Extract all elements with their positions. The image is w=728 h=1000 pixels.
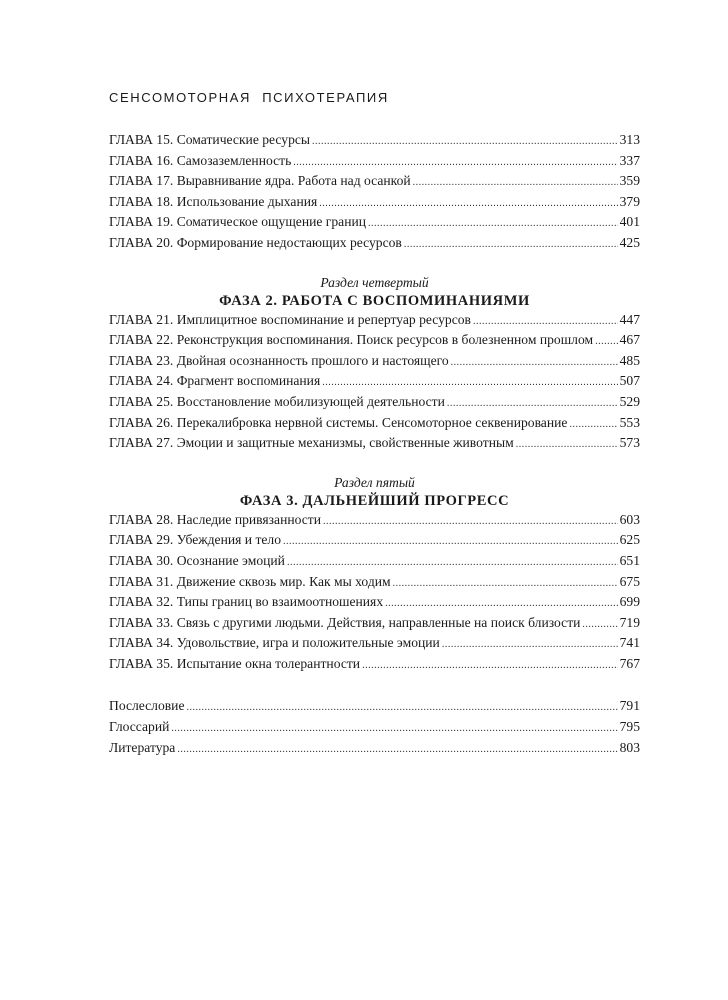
toc-entry[interactable] (109, 573, 640, 594)
toc-entry[interactable] (109, 311, 640, 332)
entry-title: ГЛАВА 22. Реконструкция воспоминания. Поиск ресурсов в болезненном прошлом (109, 332, 594, 348)
page-number: 741 (619, 635, 640, 651)
toc-entry[interactable] (109, 718, 640, 739)
entry-title: Литература (109, 739, 176, 755)
dot-leader (442, 636, 618, 655)
entry-title: ГЛАВА 26. Перекалибровка нервной системы. Сенсомоторное секвенирование (109, 414, 568, 430)
toc-entry[interactable] (109, 152, 640, 173)
page-number: 573 (619, 435, 640, 451)
page-number: 447 (619, 311, 640, 327)
dot-leader (362, 657, 618, 676)
dot-leader (368, 215, 618, 234)
dot-leader (569, 416, 617, 435)
toc-entry[interactable] (109, 739, 640, 760)
entry-title: ГЛАВА 15. Соматические ресурсы (109, 132, 311, 147)
page-number: 379 (619, 193, 640, 209)
entry-title: Глоссарий (109, 719, 170, 735)
section-title: ФАЗА 2. РАБОТА С ВОСПОМИНАНИЯМИ (219, 292, 530, 309)
toc-entry[interactable] (109, 414, 640, 435)
page-number: 529 (619, 393, 640, 409)
section-title: ФАЗА 3. ДАЛЬНЕЙШИЙ ПРОГРЕСС (239, 492, 510, 509)
dot-leader (451, 354, 618, 373)
dot-leader (312, 133, 618, 152)
toc-entry[interactable] (109, 614, 640, 635)
toc-entry[interactable] (109, 531, 640, 552)
toc-entry[interactable] (109, 193, 640, 214)
dot-leader (283, 533, 618, 552)
entry-title: ГЛАВА 25. Восстановление мобилизующей деятельности (109, 393, 445, 409)
toc-entry[interactable] (109, 234, 640, 255)
dot-leader (404, 236, 618, 255)
page-number: 425 (619, 234, 640, 250)
dot-leader (473, 313, 618, 332)
toc-group-section4 (109, 311, 640, 455)
entry-title: ГЛАВА 32. Типы границ во взаимоотношениях (109, 594, 384, 610)
dot-leader (177, 741, 617, 760)
entry-title: ГЛАВА 17. Выравнивание ядра. Работа над осанкой (109, 173, 411, 189)
entry-title: ГЛАВА 21. Имплицитное воспоминание и репертуар ресурсов (109, 311, 471, 327)
toc-entry[interactable] (109, 593, 640, 614)
page-number: 719 (619, 614, 640, 630)
dot-leader (323, 513, 618, 532)
toc-entry[interactable] (109, 331, 640, 352)
entry-title: ГЛАВА 20. Формирование недостающих ресурсов (109, 234, 402, 250)
entry-title: ГЛАВА 16. Самозаземленность (109, 152, 292, 168)
dot-leader (322, 374, 617, 393)
section-label: Раздел пятый (334, 474, 415, 490)
page-number: 401 (619, 214, 640, 230)
dot-leader (319, 195, 617, 214)
page-number: 313 (619, 132, 640, 147)
page-number: 337 (619, 152, 640, 168)
toc-entry[interactable] (109, 634, 640, 655)
page-number: 507 (619, 373, 640, 389)
page-number: 359 (619, 173, 640, 189)
entry-title: Послесловие (109, 698, 185, 714)
page-number: 485 (619, 352, 640, 368)
toc-entry[interactable] (109, 655, 640, 676)
dot-leader (582, 616, 617, 635)
page-number: 767 (619, 655, 640, 671)
toc-entry[interactable] (109, 434, 640, 455)
page-number: 625 (619, 532, 640, 548)
dot-leader (287, 554, 618, 573)
entry-title: ГЛАВА 18. Использование дыхания (109, 193, 318, 209)
page-number: 803 (619, 739, 640, 755)
dot-leader (385, 595, 617, 614)
toc-group-backmatter (109, 697, 640, 759)
page-number: 651 (619, 552, 640, 568)
entry-title: ГЛАВА 19. Соматическое ощущение границ (109, 214, 367, 230)
dot-leader (186, 699, 617, 718)
toc-entry[interactable] (109, 372, 640, 393)
dot-leader (447, 395, 618, 414)
toc-entry[interactable] (109, 552, 640, 573)
page-number: 467 (619, 332, 640, 348)
toc-entry[interactable] (109, 172, 640, 193)
entry-title: ГЛАВА 24. Фрагмент воспоминания (109, 373, 321, 389)
toc-group-section5 (109, 511, 640, 676)
entry-title: ГЛАВА 30. Осознание эмоций (109, 552, 285, 568)
dot-leader (516, 436, 618, 455)
table-of-contents (109, 131, 640, 759)
toc-group-phase1 (109, 131, 640, 255)
dot-leader (171, 720, 617, 739)
toc-entry[interactable] (109, 697, 640, 718)
entry-title: ГЛАВА 27. Эмоции и защитные механизмы, свойственные животным (109, 435, 514, 451)
page-number: 791 (619, 698, 640, 714)
page-number: 795 (619, 719, 640, 735)
entry-title: ГЛАВА 33. Связь с другими людьми. Действия, направленные на поиск близости (109, 614, 581, 630)
section-label: Раздел четвертый (320, 274, 429, 290)
toc-entry[interactable] (109, 213, 640, 234)
dot-leader (413, 174, 618, 193)
dot-leader (393, 575, 618, 594)
toc-entry[interactable] (109, 511, 640, 532)
entry-title: ГЛАВА 31. Движение сквозь мир. Как мы ходим (109, 573, 391, 589)
dot-leader (595, 333, 618, 352)
running-head: СЕНСОМОТОРНАЯ ПСИХОТЕРАПИЯ (109, 90, 389, 105)
page-number: 675 (619, 573, 640, 589)
toc-entry[interactable] (109, 393, 640, 414)
entry-title: ГЛАВА 23. Двойная осознанность прошлого и настоящего (109, 352, 449, 368)
entry-title: ГЛАВА 35. Испытание окна толерантности (109, 655, 361, 671)
entry-title: ГЛАВА 34. Удовольствие, игра и положительные эмоции (109, 635, 440, 651)
toc-entry[interactable] (109, 352, 640, 373)
dot-leader (293, 154, 617, 173)
page-number: 603 (619, 511, 640, 527)
page-number: 553 (619, 414, 640, 430)
toc-entry[interactable] (109, 131, 640, 152)
entry-title: ГЛАВА 28. Наследие привязанности (109, 511, 322, 527)
entry-title: ГЛАВА 29. Убеждения и тело (109, 532, 281, 548)
page-number: 699 (619, 594, 640, 610)
